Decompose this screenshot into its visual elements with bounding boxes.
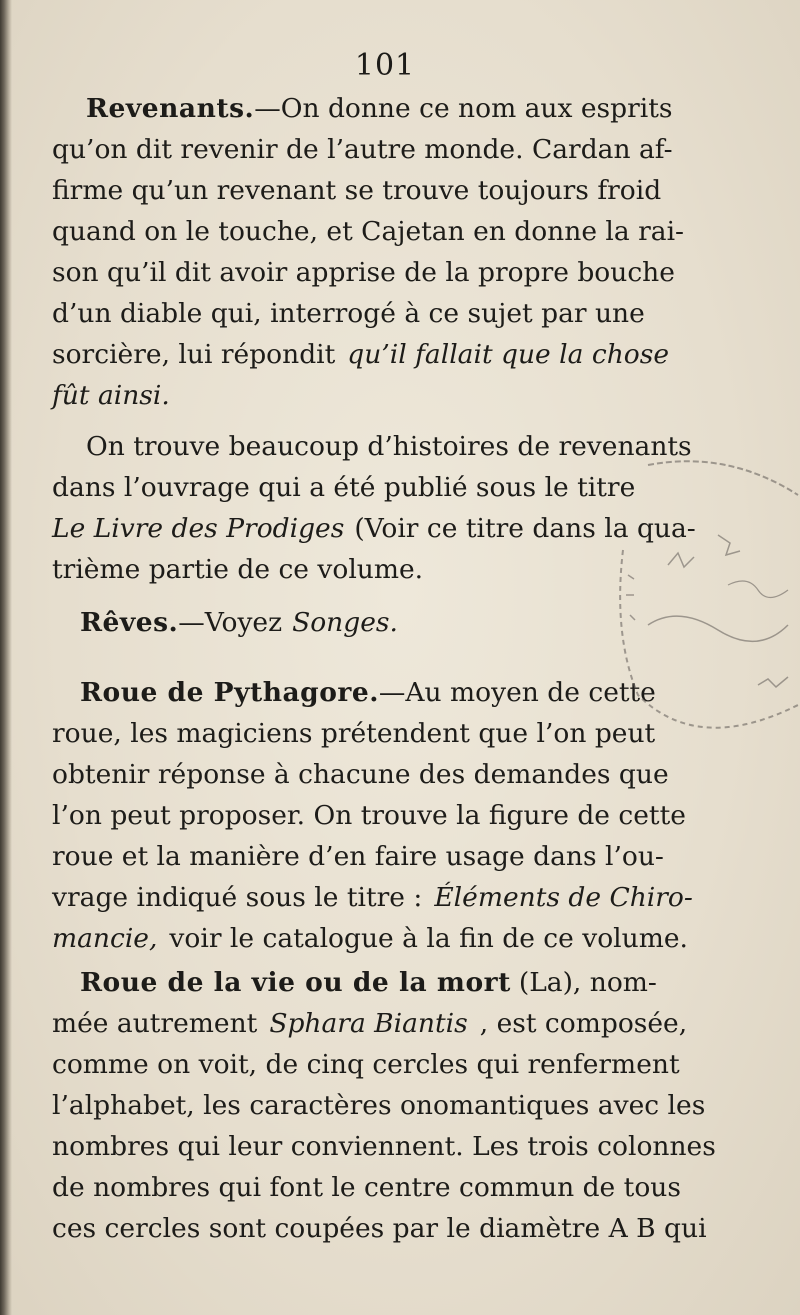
entry-roue-pythagore — [52, 672, 708, 959]
text-line — [52, 877, 708, 918]
headword-revenants: Revenants. — [86, 93, 255, 124]
text-line — [52, 918, 708, 959]
text-line — [52, 508, 708, 549]
text-line — [52, 962, 708, 1003]
text-line: l’alphabet, les caractères onomantiques avec les — [52, 1090, 706, 1121]
text-span: —Au moyen de cette — [378, 677, 656, 708]
text-span: voir le catalogue à la fin de ce volume. — [169, 923, 688, 954]
text-span: —On donne ce nom aux esprits — [254, 93, 673, 124]
text-span: (La), nom- — [518, 967, 657, 998]
text-line: nombres qui leur conviennent. Les trois colonnes — [52, 1131, 716, 1162]
latin-title: Sphara Biantis — [269, 1008, 468, 1039]
text-line: roue et la manière d’en faire usage dans l’ou- — [52, 841, 664, 872]
text-line: d’un diable qui, interrogé à ce sujet par une — [52, 298, 645, 329]
text-line: l’on peut proposer. On trouve la figure de cette — [52, 800, 686, 831]
italic-quote: fût ainsi. — [52, 380, 170, 411]
entry-roue-vie — [52, 962, 716, 1249]
book-binding-edge — [0, 0, 12, 1315]
text-line — [52, 375, 708, 416]
text-line: qu’on dit revenir de l’autre monde. Cardan af- — [52, 134, 673, 165]
text-span: mée autrement — [52, 1008, 258, 1039]
text-span: vrage indiqué sous le titre : — [52, 882, 423, 913]
text-span: (Voir ce titre dans la qua- — [354, 513, 696, 544]
headword-roue-pythagore: Roue de Pythagore. — [80, 677, 379, 708]
text-line: trième partie de ce volume. — [52, 554, 424, 585]
entry-reves — [52, 602, 708, 643]
page-number: 101 — [354, 48, 416, 83]
text-line: quand on le touche, et Cajetan en donne la rai- — [52, 216, 685, 247]
text-line — [52, 602, 708, 643]
text-line — [52, 672, 708, 713]
text-line: comme on voit, de cinq cercles qui renferment — [52, 1049, 680, 1080]
text-span: sorcière, lui répondit — [52, 339, 336, 370]
text-line: son qu’il dit avoir apprise de la propre bouche — [52, 257, 675, 288]
text-line: firme qu’un revenant se trouve toujours froid — [52, 175, 662, 206]
cross-reference: Songes. — [292, 607, 398, 638]
text-line — [52, 88, 708, 129]
text-line: dans l’ouvrage qui a été publié sous le titre — [52, 472, 636, 503]
text-line — [52, 334, 708, 375]
entry-revenants — [52, 88, 708, 590]
book-title-ref: Éléments de Chiro- — [434, 882, 693, 913]
text-line — [52, 1003, 708, 1044]
text-span: , est composée, — [479, 1008, 688, 1039]
text-line: obtenir réponse à chacune des demandes que — [52, 759, 669, 790]
book-title-ref: Le Livre des Prodiges — [52, 513, 345, 544]
text-line: de nombres qui font le centre commun de tous — [52, 1172, 681, 1203]
text-line: On trouve beaucoup d’histoires de revenants — [86, 431, 692, 462]
headword-reves: Rêves. — [80, 607, 179, 638]
text-span: —Voyez — [178, 607, 283, 638]
italic-quote: qu’il fallait que la chose — [347, 339, 670, 370]
text-line: roue, les magiciens prétendent que l’on peut — [52, 718, 656, 749]
book-title-ref: mancie, — [52, 923, 158, 954]
text-line: ces cercles sont coupées par le diamètre A B qui — [52, 1213, 707, 1244]
headword-roue-vie: Roue de la vie ou de la mort — [80, 967, 511, 998]
